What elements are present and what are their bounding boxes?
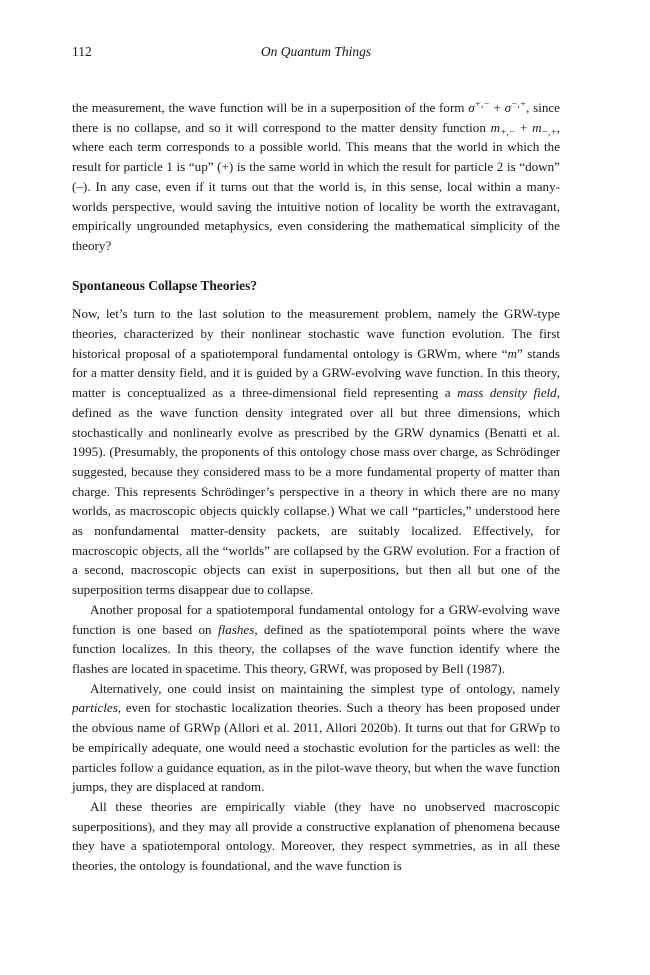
sigma-symbol-2: σ (504, 100, 512, 115)
m-symbol-1: m (490, 119, 501, 135)
paragraph-3 (72, 600, 560, 679)
paragraph-3-text-b: , defined as the spatiotemporal points where the wave function localizes. In this theory, the collapses of the wave function identify where the flashes are located in spacetime. This theory, GRWf, was proposed by Bell (1987). (72, 621, 560, 676)
paragraph-4 (72, 679, 560, 797)
matter-density-formula (490, 119, 557, 138)
paragraph-2-text-c: , defined as the wave function density integrated over all but three dimensions, which stochastically and nonlinearly evolve as prescribed by the GRW dynamics (Benatti et al. 1995). (Presumably, the proponents of this ontology chose mass over charge, as Schrödinger suggested, because they considered mass to be a more fundamental property of matter than charge. This represents Schrödinger’s perspective in a theory in which there are no many worlds, as macroscopic objects quickly collapse.) What we call “particles,” understood here as nonfundamental matter-density packets, are suitably localized. Effectively, for macroscopic objects, all the “worlds” are collapsed by the GRW evolution. For a fraction of a second, macroscopic objects can exist in superpositions, but then all but one of the superposition terms disappear due to collapse. (72, 385, 560, 598)
running-head (72, 44, 560, 66)
paragraph-4-text-a: Alternatively, one could insist on maintaining the simplest type of ontology, namely (90, 680, 560, 696)
m-subscript-1: +,− (500, 128, 516, 138)
paragraph-3-text-a: Another proposal for a spatiotemporal fundamental ontology for a GRW-evolving wave function is one based on (72, 601, 560, 637)
plus-sign-2: + (515, 119, 533, 135)
section-heading: Spontaneous Collapse Theories? (72, 277, 258, 293)
paragraph-4-italic-term: particles, (72, 700, 122, 716)
paragraph-3-italic-term: flashes (217, 621, 255, 637)
page-number: 112 (72, 44, 92, 59)
paragraph-2-text-b: ” stands for a matter density field, and it is guided by a GRW-evolving wave function. In this theory, matter is conceptualized as a three-dimensional field representing a (72, 345, 560, 401)
paragraph-2 (72, 304, 560, 600)
paragraph-2-italic-term: mass density field (457, 385, 557, 401)
body-text (72, 98, 560, 876)
m-subscript-2: −,+ (541, 128, 557, 138)
running-title: On Quantum Things (260, 44, 372, 59)
paragraph-5 (72, 797, 560, 876)
paragraph-5-text: All these theories are empirically viable (they have no unobserved macroscopic superpositions), and they may all provide a constructive explanation of phenomena because they have a spatiotemporal ontology. Moreover, they respect symmetries, as in all these theories, the ontology is foundational, and the wave function is (72, 798, 560, 874)
m-symbol-2: m (532, 119, 542, 135)
sigma-superscript-2: −,+ (511, 99, 527, 110)
paragraph-1-text-c: , where each term corresponds to a possible world. This means that the world in which the result for particle 1 is “up” (+) is the same world in which the result for particle 2 is “down” (–). In any case, even if it turns out that the world is, in this sense, local within a many-worlds perspective, would saving the intuitive notion of locality be worth the extravagant, empirically ungrounded metaphysics, even considering the mathematical simplicity of the theory? (72, 119, 560, 253)
paragraph-1 (72, 98, 560, 256)
paragraph-1-text-b: , since there is no collapse, and so it will correspond to the matter density function (72, 100, 560, 135)
paragraph-1-text-a: the measurement, the wave function will be in a superposition of the form (72, 100, 469, 115)
sigma-symbol-1: σ (468, 100, 475, 115)
plus-sign-1: + (489, 100, 505, 115)
superposition-formula (468, 100, 526, 115)
paragraph-2-text-a: Now, let’s turn to the last solution to the measurement problem, namely the GRW-type theories, characterized by their nonlinear stochastic wave function evolution. The first historical proposal of a spatiotemporal fundamental ontology is GRWm, where “ (72, 306, 560, 361)
sigma-superscript-1: +,− (474, 99, 490, 110)
paragraph-2-italic-m: m (507, 345, 517, 361)
paragraph-4-text-b: even for stochastic localization theories. Such a theory has been proposed under the obvious name of GRWp (Allori et al. 2011, Allori 2020b). It turns out that for GRWp to be empirically adequate, one would need a stochastic evolution for the particles as well: the particles follow a guidance equation, as in the pilot-wave theory, but when the wave function jumps, they are displaced at random. (72, 700, 560, 795)
